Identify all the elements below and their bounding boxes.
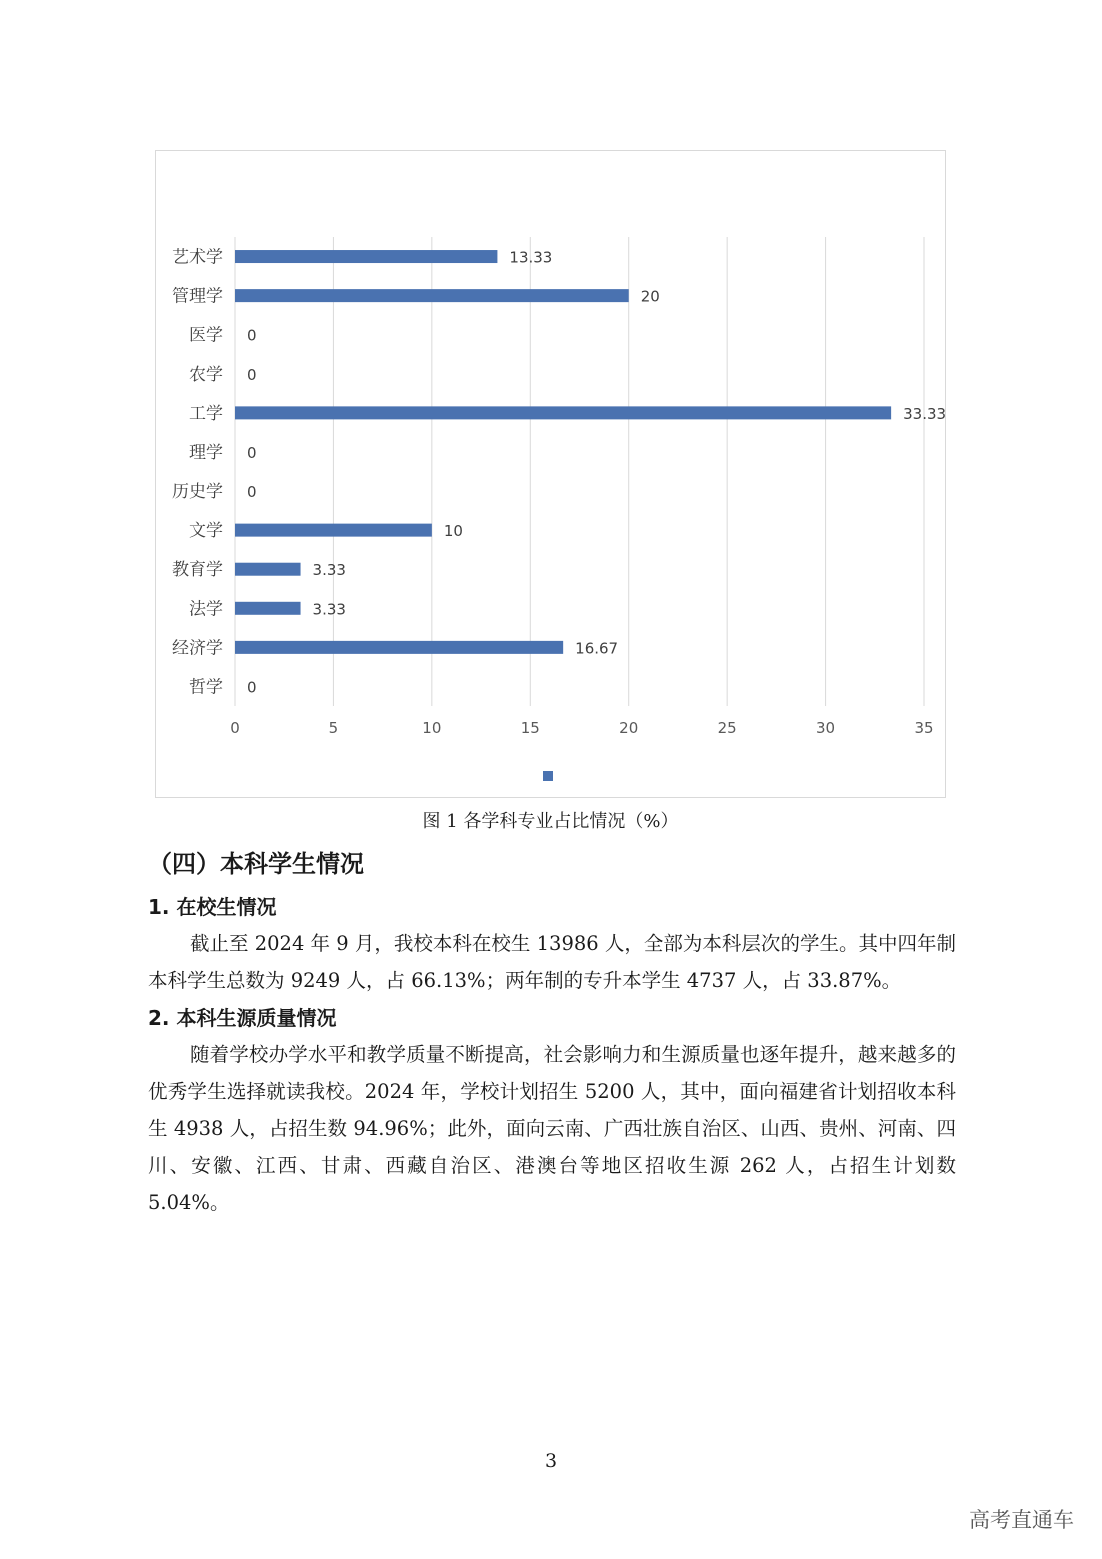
category-label: 医学 <box>189 325 223 346</box>
x-tick-label: 35 <box>914 719 934 737</box>
x-tick-label: 20 <box>619 719 639 737</box>
paragraph-enrollment: 截止至 2024 年 9 月，我校本科在校生 13986 人，全部为本科层次的学生。其中四年制本科学生总数为 9249 人，占 66.13%；两年制的专升本学生 4737 人，占 33.87%。 <box>148 932 956 992</box>
bar-7 <box>235 524 432 537</box>
category-label: 农学 <box>189 364 223 385</box>
bar-8 <box>235 563 301 576</box>
value-label: 20 <box>640 287 660 306</box>
category-label: 法学 <box>189 599 223 620</box>
value-label: 13.33 <box>509 248 553 267</box>
value-label: 0 <box>247 365 257 384</box>
page-number: 3 <box>544 1450 558 1472</box>
category-label: 管理学 <box>172 286 223 307</box>
category-label: 理学 <box>189 442 223 463</box>
bar-10 <box>235 641 563 654</box>
category-label: 历史学 <box>172 482 223 503</box>
section-heading: （四）本科学生情况 <box>148 850 364 878</box>
x-tick-label: 30 <box>816 719 836 737</box>
bar-chart <box>156 151 947 799</box>
x-tick-label: 15 <box>520 719 540 737</box>
bar-0 <box>235 250 497 263</box>
value-label: 16.67 <box>575 639 619 658</box>
bar-9 <box>235 602 301 615</box>
x-tick-label: 10 <box>422 719 442 737</box>
value-label: 0 <box>247 443 257 462</box>
legend-marker <box>543 771 553 781</box>
category-label: 哲学 <box>189 677 223 698</box>
bar-4 <box>235 406 891 419</box>
value-label: 0 <box>247 678 257 697</box>
paragraph-source-quality: 随着学校办学水平和教学质量不断提高，社会影响力和生源质量也逐年提升，越来越多的优秀学生选择就读我校。2024 年，学校计划招生 5200 人，其中，面向福建省计划招收本科生 4938 人，占招生数 94.96%；此外，面向云南、广西壮族自治区、山西、贵州、河南、四川、安徽、江西、甘肃、西藏自治区、港澳台等地区招收生源 262 人，占招生计划数 5.04%。 <box>148 1043 956 1214</box>
value-label: 0 <box>247 483 257 502</box>
bar-1 <box>235 289 629 302</box>
value-label: 10 <box>443 522 463 541</box>
chart-frame <box>155 150 946 798</box>
subheading-enrollment: 1. 在校生情况 <box>148 895 277 919</box>
x-tick-label: 5 <box>328 719 339 737</box>
category-label: 工学 <box>189 403 223 424</box>
value-label: 33.33 <box>903 404 947 423</box>
value-label: 3.33 <box>312 600 346 619</box>
figure-caption: 图 1 各学科专业占比情况（%） <box>422 811 679 832</box>
watermark: 高考直通车 <box>969 1508 1074 1532</box>
value-label: 3.33 <box>312 561 346 580</box>
x-tick-label: 25 <box>717 719 737 737</box>
category-label: 经济学 <box>172 638 223 659</box>
value-label: 0 <box>247 326 257 345</box>
category-label: 艺术学 <box>172 247 223 268</box>
category-label: 教育学 <box>172 560 223 581</box>
category-label: 文学 <box>189 521 223 542</box>
subheading-source-quality: 2. 本科生源质量情况 <box>148 1006 337 1030</box>
x-tick-label: 0 <box>230 719 240 737</box>
